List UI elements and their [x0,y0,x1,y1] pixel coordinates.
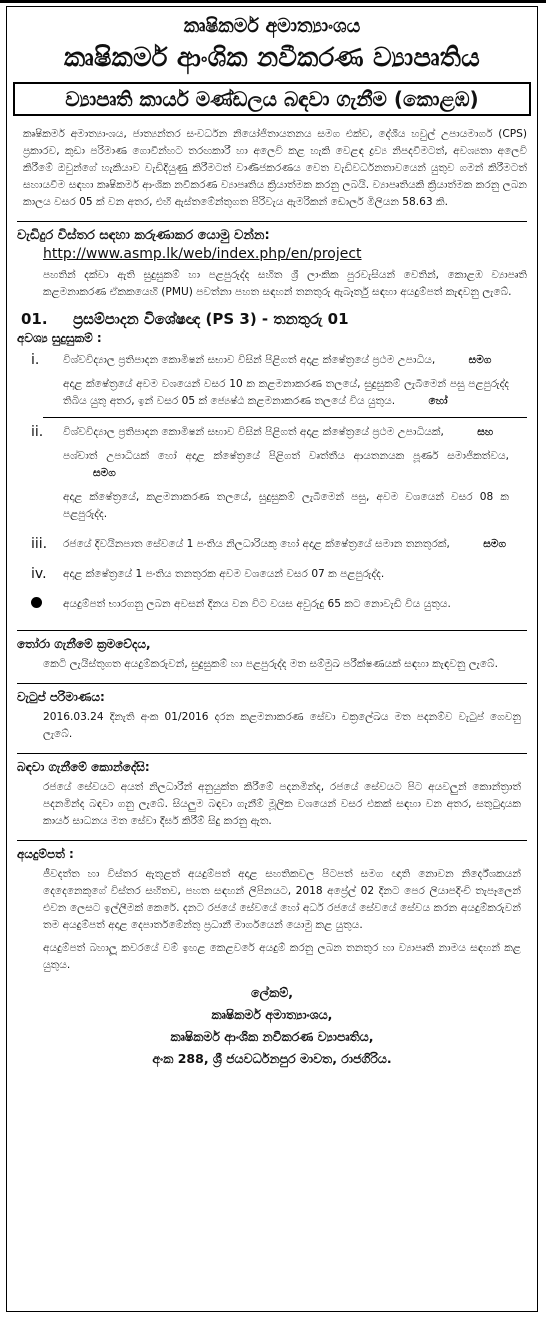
qualification-text: අදාළ ක්ෂේත්‍රයේ 1 පංතිය තනතුරක අවම වශයෙන් වසර 07 ක පළපුරුද්ද. [63,568,385,580]
signature-line: අංක 288, ශ්‍රී ජයවර්ධනපුර මාවත, රාජගිරිය. [152,1051,392,1066]
selection-body: කෙටි ලැයිස්තුගත අයදුම්කරුවන්, සුදුසුකම් හා පළපුරුද්ද මත සම්මුඛ පරීක්ෂණයක් සඳහා කැඳවනු ලැබේ. [43,658,499,670]
top-strip [0,0,546,3]
qualification-text: විශ්වවිද්‍යාල ප්‍රතිපාදන කොමිෂන් සභාව විසින් පිළිගත් අදාළ ක්ෂේත්‍රයේ ප්‍රථම උපාධියක්, සහ [63,426,494,438]
signature-line: කෘෂිකර්ම ආංශික නවීකරණ ව්‍යාපෘතිය, [170,1029,374,1044]
recruitment-banner: ව්‍යාපෘති කාර්ය මණ්ඩලය බඳවා ගැනීම (කොළඹ) [13,82,531,116]
qualification-text: විශ්වවිද්‍යාල ප්‍රතිපාදන කොමිෂන් සභාව විසින් පිළිගත් අදාළ ක්ෂේත්‍රයේ ප්‍රථම උපාධිය, සමග [63,354,492,366]
post-number: 01. [21,310,48,328]
qualification-text: අදාළ ක්ෂේත්‍රයේ අවම වශයෙන් වසර 10 ක කළමනාකරණ තලයේ, සුදුසුකම් ලැබීමෙන් පසු පළපුරුද්ද තිබිය යුතු අතර, ඉන් වසර 05 ක් ජ්‍යෙෂ්ඨ කළමනාකරණ තලයේ විය යුතුය. හෝ [63,378,509,407]
conjunction: සමග [468,354,492,366]
qualifications-heading: අවශ්‍ය සුදුසුකම් : [17,331,102,345]
qualification-item [17,536,527,560]
conjunction: හෝ [428,395,448,407]
qualification-number: ii. [31,424,44,440]
project-link[interactable]: http://www.asmp.lk/web/index.php/en/project [43,246,362,262]
conjunction: සමග [483,538,507,550]
post-title: ප්‍රසම්පාදන විශේෂඥ (PS 3) - තනතුරු 01 [73,310,349,328]
ministry-title: කෘෂිකර්ම අමාත්‍යාංශය [183,15,361,37]
conjunction: සමග [93,467,116,479]
details-section [17,221,527,1070]
qualification-item [17,424,527,530]
post-title-row [21,310,527,328]
project-title: කෘෂිකර්ම ආංශික නවීකරණ ව්‍යාපෘතිය [64,43,480,73]
qualification-text: රජයේ දිවයිනපාත සේවයේ 1 පංතිය නිලධාරියකු හෝ අදාළ ක්ෂේත්‍රයේ සමාන තනතුරක්, සමග [63,538,507,550]
details-heading: වැඩිදුර විස්තර සඳහා කරුණාකර යොමු වන්න: [17,228,270,243]
qualification-item [17,566,527,590]
selection-heading: තෝරා ගැනීමේ ක්‍රමවේදය, [17,637,151,651]
divider [43,417,527,418]
signature-line: කෘෂිකර්ම අමාත්‍යාංශය, [211,1007,333,1022]
qualification-text: පශ්චාත් උපාධියක් හෝ අදාළ ක්ෂේත්‍රයේ පිළිගත් වෘත්තීය ආයතනයක පූර්ණ සමාජිකත්වය, සමග [63,450,509,479]
conditions-body: රජයේ සේවයට අයත් නිලධාරීන් අනුයුක්ත කිරීමේ පදනමින්ද, රජයේ සේවයට පිට අයවලුන් කොන්ත්‍රාත් පදනමින්ද බඳවා ගනු ලැබේ. සියලුම බඳවා ගැනීම් මූලික වශයෙන් වසර එකක් සඳහා වන අතර, සතුටුදායක කාර්ය සාධනය මත සේවා දීර්ඝ කිරීම් සිදු කරනු ඇත. [43,781,521,827]
salary-heading: වැටුප් පරිමාණය: [17,690,105,704]
qualification-number: iii. [31,536,48,552]
qualification-number: iv. [31,566,47,582]
age-limit-text: අයදුම්පත් භාරගනු ලබන අවසන් දිනය වන විට වයස අවුරුදු 65 කට නොවැඩි විය යුතුය. [63,598,451,610]
conditions-heading: බඳවා ගැනීමේ කොන්දේසි: [17,760,150,774]
divider [17,221,527,222]
salary-body: 2016.03.24 දිනැති අංක 01/2016 දරන කළමනාකරණ සේවා චක්‍රලේඛය මත පදනම්ව වැටුප් ගෙවනු ලැබේ. [43,711,521,740]
signature-block [17,982,527,1070]
advertisement-frame [6,6,538,1312]
bullet-icon [31,597,42,608]
signature-line: ලේකම්, [251,985,293,1000]
age-limit-item [17,596,527,620]
applications-heading: අයදුම්පත් : [17,847,74,861]
details-note: පහතින් දක්වා ඇති සුදුසුකම් හා පළපුරුද්ද සහිත ශ්‍රී ලාංකික පුරවැසියන් වෙතින්, කොළඹ ව්‍යාපෘති කළමනාකරණ ඒකකයෙහි (PMU) පවත්නා පහත සඳහන් තනතුරු ඇබෑර්තු සඳහා අයදුම්පත් කැඳවනු ලැබේ. [43,269,527,298]
qualification-text: අදාළ ක්ෂේත්‍රයේ, කළමනාකරණ තලයේ, සුදුසුකම් ලැබීමෙන් පසු, අවම වශයෙන් වසර 08 ක පළපුරුද්ද. [63,491,509,520]
qualification-item [17,352,527,417]
applications-body [43,866,527,974]
intro-paragraph: කෘෂිකර්ම අමාත්‍යාංශය, ජාත්‍යන්තර සංවර්ධන නියෝජිතායතනය සමග එක්ව, දේශීය හවුල් උපායමාර්ග (CPS) ප්‍රකාරව, කුඩා පරිමාණ ගොවීන්හට තරඟකාරී හා අලෙවි කළ හැකි වෙළඳ ද්‍රව්‍ය නිපදවීමටත්, අවශ්‍යතා අලෙවි කිරීමේ ඔවුන්ගේ හැකියාව වැඩිදියුණු කිරීමටත් වාණිජකරණය වෙත වැඩිවර්ධනතාවයෙන් යුතුව ගමන් කිරීමටත් සහායවීම සඳහා කෘෂිකර්ම ආංශික නවීකරණ ව්‍යාපෘතිය ක්‍රියාත්මක කරනු ලබයි. ව්‍යාපෘතියකි ක්‍රියාත්මක කරනු ලබන කාලය වසර 05 ක් වන අතර, එහි ඇස්තමේන්තුගත පිරිවැය ඇමරිකන් ඩොලර් මිලියන 58.63 කි. [23,128,527,208]
applications-paragraph: ජීවදත්ත හා විස්තර ඇතුළත් අයදුම්පත් අදාළ සහතිකවල පිටපත් සමග ඥාති නොවන නිර්දේශකයන් දෙදෙනෙකුගේ විස්තර සහිතව, පහත සඳහන් ලිපිනයට, 2018 අප්‍රේල් 02 දිනට පෙර ලියාපදිංචි තැපෑලෙන් එවන ලෙසට ඉල්ලීමක් කෙරේ. දනට රජයේ සේවයේ හෝ අර්ධ රජයේ සේවයේ සේවය කරන අයදුම්කරුවන් තම අයදුම්පත් අදාළ දෙපාර්තමේන්තු ප්‍රධානී මාර්ගයෙන් යොමු කළ යුතුය. [43,868,521,931]
qualification-number: i. [31,352,40,368]
applications-paragraph: අයදුම්පත් බහාලූ කවරයේ වම් ඉහළ කෙළවරේ අයදුම් කරනු ලබන තනතුර හා ව්‍යාපෘති නාමය සඳහන් කළ යුතුය. [43,942,521,971]
conjunction: සහ [477,426,494,438]
